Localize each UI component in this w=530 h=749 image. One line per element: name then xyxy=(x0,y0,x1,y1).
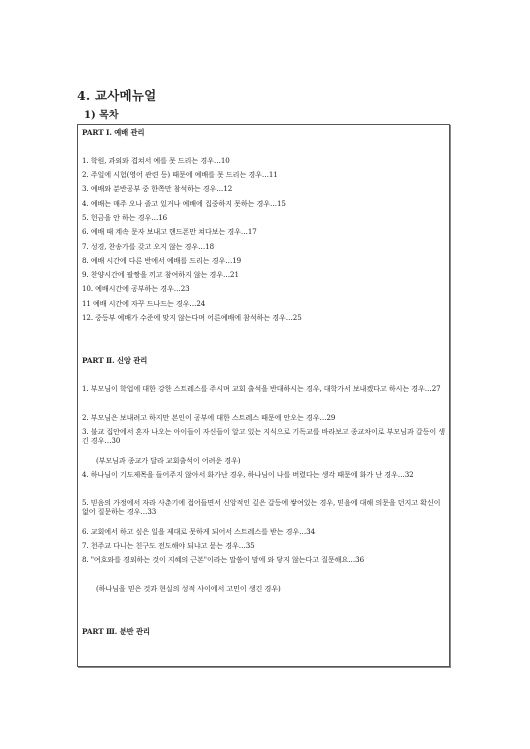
toc-item: 6. 교회에서 하고 싶은 일을 제대로 못하게 되어서 스트레스를 받는 경우…34 xyxy=(82,527,316,536)
toc-note: (하나님을 믿은 것과 현실의 성적 사이에서 고민이 생긴 경우) xyxy=(96,584,281,593)
toc-item: 8. 예배 시간에 다른 반에서 예배를 드리는 경우…19 xyxy=(82,256,242,265)
part2-title: PART Ⅱ. 신앙 관리 xyxy=(82,356,148,365)
part3-title: PART Ⅲ. 분반 관리 xyxy=(82,627,150,636)
toc-item: 4. 하나님이 기도제목을 들어주지 않아서 화가난 경우, 하나님이 나를 버렸다는 생각 때문에 화가 난 경우…32 xyxy=(82,470,414,479)
toc-item: 5. 헌금을 안 하는 경우…16 xyxy=(82,213,168,222)
toc-item: 9. 찬양시간에 팔짱을 끼고 참여하지 않는 경우…21 xyxy=(82,270,239,279)
toc-item: 7. 천주교 다니는 친구도 전도해야 되냐고 묻는 경우…35 xyxy=(82,541,255,550)
toc-item: 5. 믿음의 가정에서 자라 사춘기에 접어들면서 신앙적인 깊은 갈등에 쌓여있는 경우, 믿음에 대해 의문을 던지고 확신이 없어 질문하는 경우…33 xyxy=(82,498,441,516)
subsection-heading: 1) 목차 xyxy=(84,110,119,121)
toc-item: 4. 예배는 매주 오나 졸고 있거나 예배에 집중하지 못하는 경우…15 xyxy=(82,199,286,208)
toc-item: 11 예배 시간에 자꾸 드나드는 경우…24 xyxy=(82,299,206,308)
toc-item: 3. 불교 집안에서 혼자 나오는 아이들이 자신들이 알고 있는 지식으로 기독교를 바라보고 종교차이로 부모님과 갈등이 생긴 경우…30 xyxy=(82,427,446,445)
toc-item: 1. 학원, 과외와 겹쳐서 예를 못 드리는 경우…10 xyxy=(82,156,230,165)
toc-item: 1. 부모님이 학업에 대한 강한 스트레스를 주시며 교회 출석을 반대하시는 경우, 대학가서 보내겠다고 하시는 경우…27 xyxy=(82,384,441,393)
toc-item: 2. 부모님은 보내려고 하지만 본인이 공부에 대한 스트레스 때문에 안오는 경우…29 xyxy=(82,413,336,422)
toc-item: 2. 주일에 시험(영어 관련 등) 때문에 예배를 못 드리는 경우…11 xyxy=(82,170,278,179)
section-heading: 4. 교사메뉴얼 xyxy=(77,88,157,103)
toc-item: 7. 성경, 찬송가를 갖고 오지 않는 경우…18 xyxy=(82,242,215,251)
toc-item: 10. 예배시간에 공부하는 경우…23 xyxy=(82,284,190,293)
toc-item: 3. 예배와 분반공부 중 한쪽만 참석하는 경우…12 xyxy=(82,184,233,193)
toc-note: (부모님과 종교가 달라 교회출석이 어려운 경우) xyxy=(96,456,241,465)
toc-item: 8. "여호와를 경외하는 것이 지혜의 근본"이라는 말씀이 맘에 와 닿지 않는다고 질문해요…36 xyxy=(82,555,365,564)
toc-item: 6. 예배 때 계속 문자 보내고 핸드폰만 쳐다보는 경우…17 xyxy=(82,227,257,236)
toc-item: 12. 중등부 예배가 수준에 맞지 않는다며 어른예배에 참석하는 경우…25 xyxy=(82,313,302,322)
table-of-contents-box xyxy=(77,124,450,667)
part1-title: PART Ⅰ. 예배 관리 xyxy=(82,128,145,137)
